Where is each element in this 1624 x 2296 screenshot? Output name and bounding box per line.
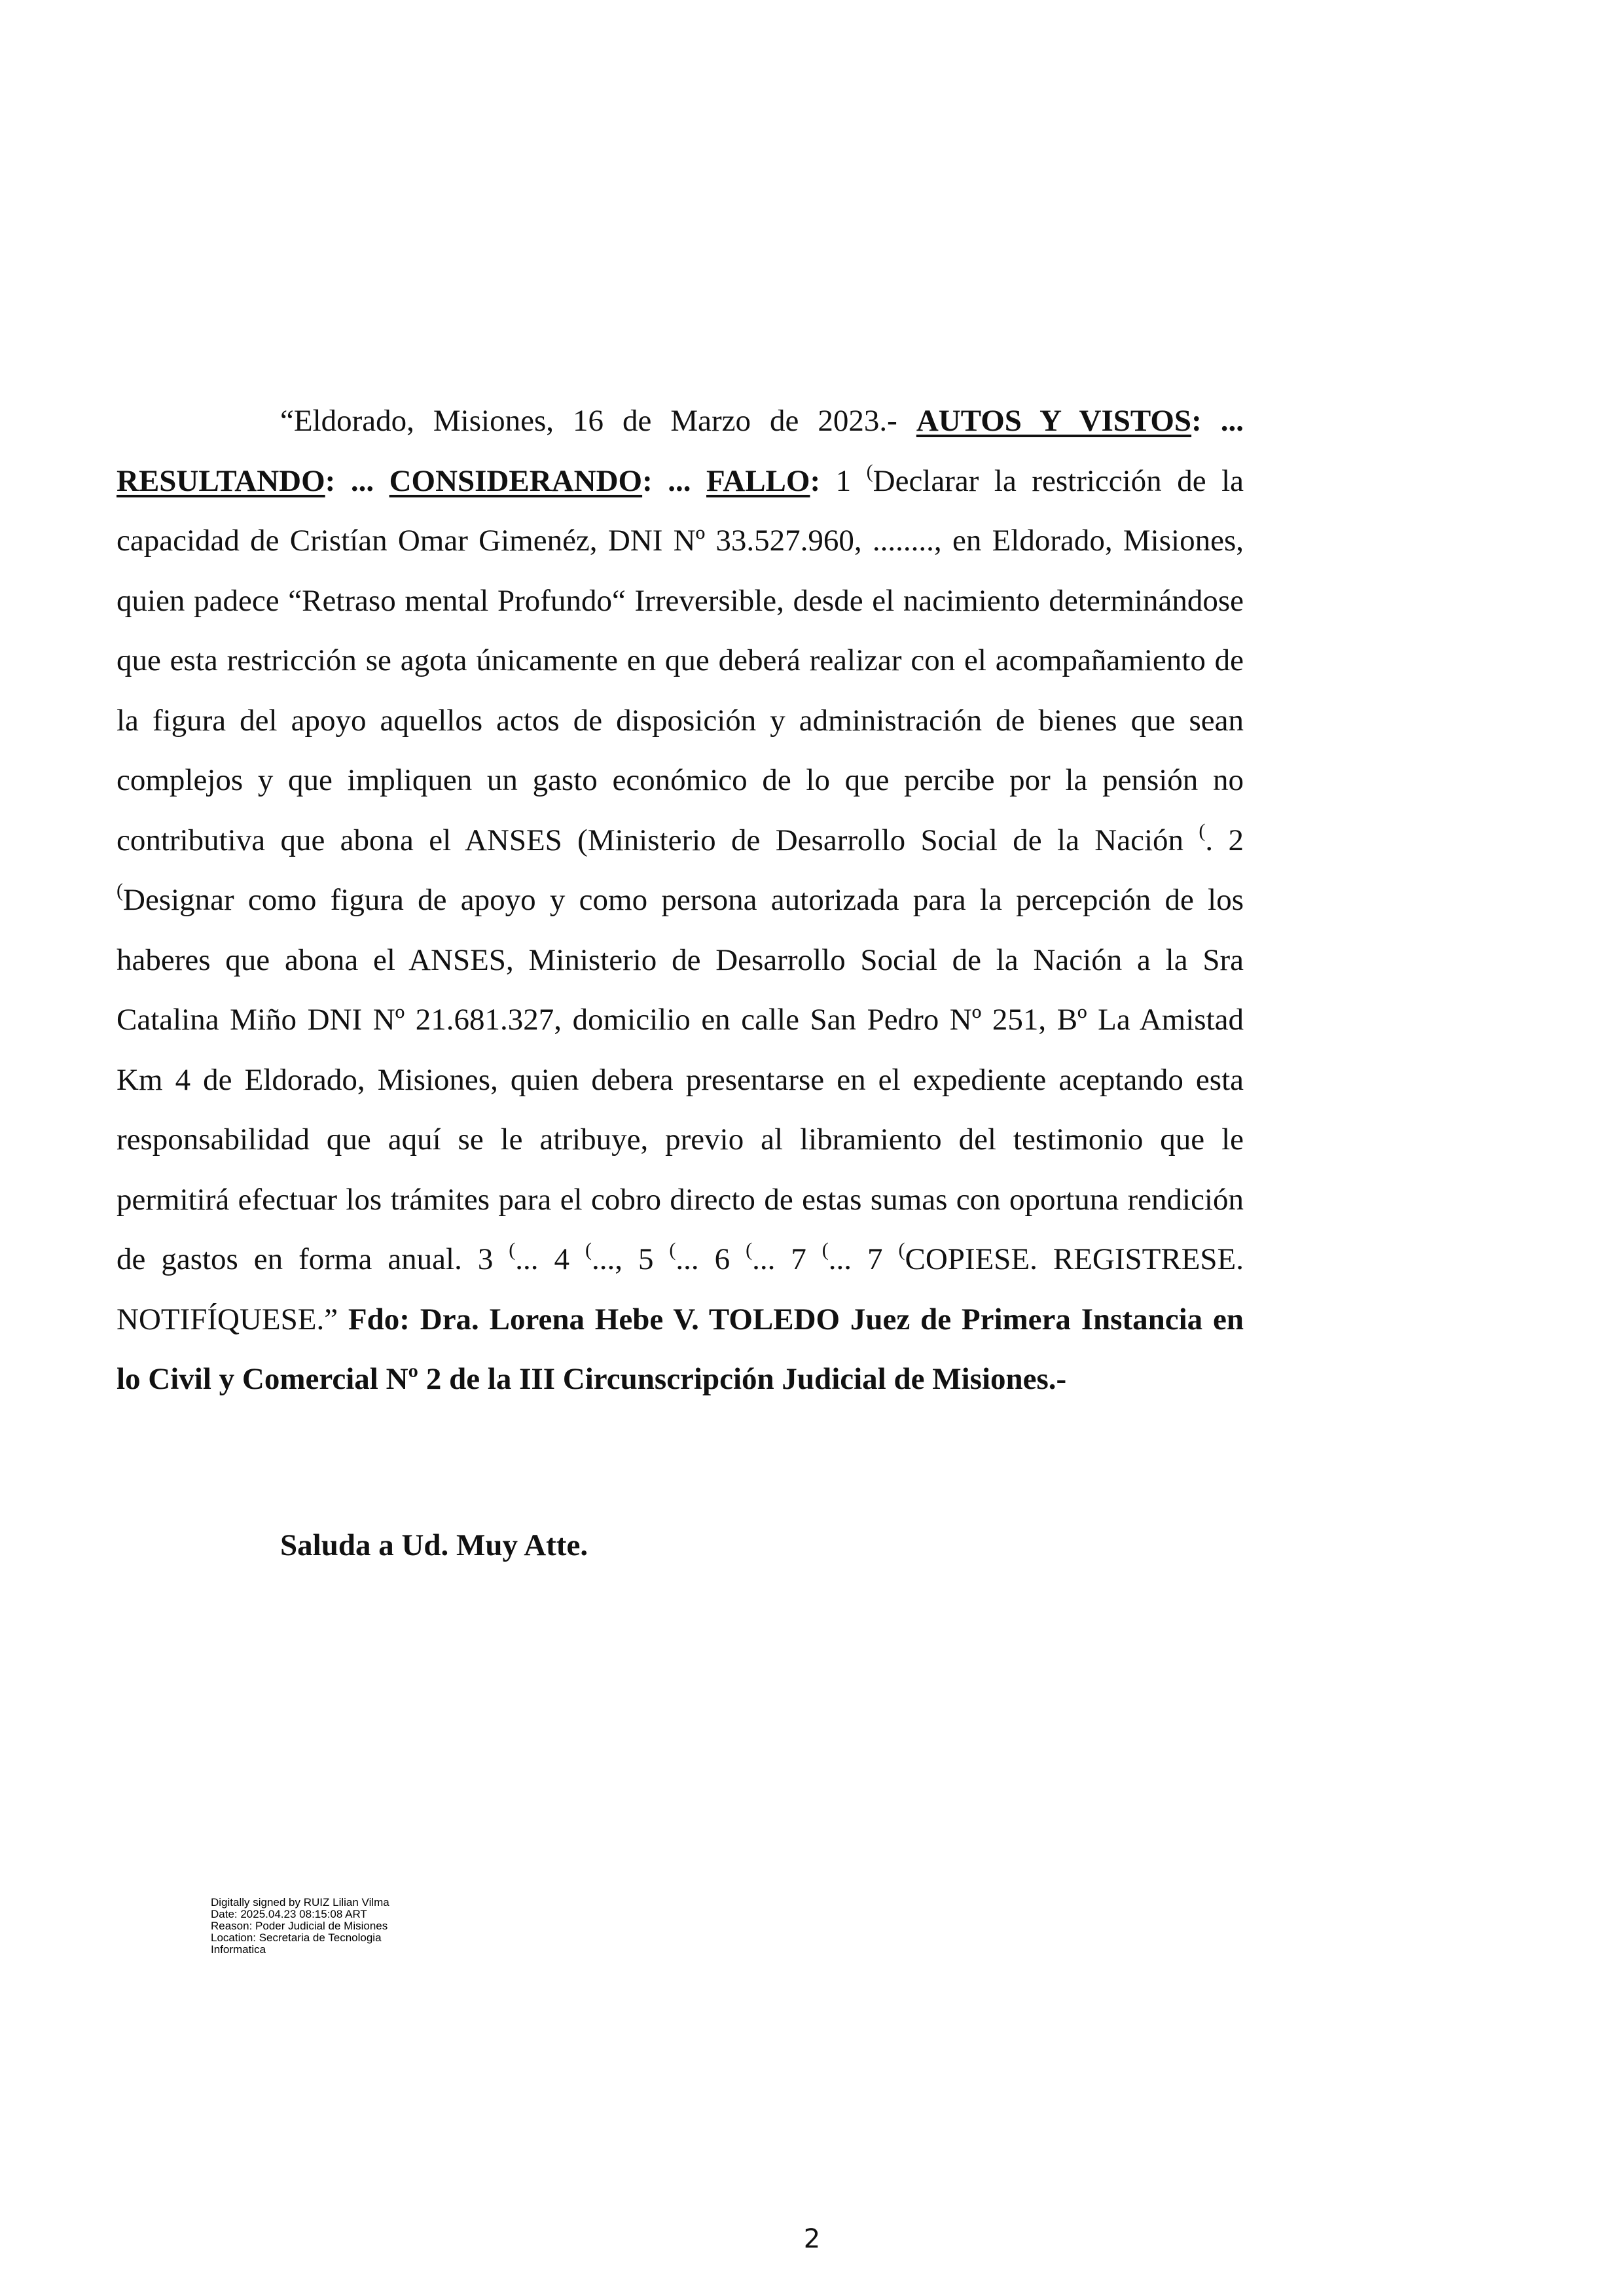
intro-text: “Eldorado, Misiones, 16 de Marzo de 2023.-: [280, 404, 916, 438]
paren-mark: (: [509, 1239, 516, 1261]
item-6-text: ...: [752, 1242, 791, 1276]
fallo-label: FALLO: [706, 463, 810, 498]
digital-signature-block: [211, 1897, 433, 1956]
signature-line: Reason: Poder Judicial de Misiones: [211, 1920, 388, 1932]
paren-mark: (: [821, 1239, 829, 1261]
item-1-text: Declarar la restricción de la capacidad de Cristían Omar Gimenéz, DNI Nº 33.527.960, ........, en Eldorado, Misiones, quien padece “Retraso mental Profundo“ Irreversible, desde el nacimiento determinándose que esta restricción se agota únicamente en que deberá realizar con el acompañamiento de la figura del apoyo aquellos actos de disposición y administración de bienes que sean complejos y que impliquen un gasto económico de lo que percibe por la pensión no contributiva que abona el ANSES (Ministerio de Desarrollo Social de la Nación: [117, 463, 1244, 857]
signature-line: Digitally signed by RUIZ Lilian Vilma: [211, 1896, 389, 1909]
resolution-paragraph: [117, 391, 1244, 1410]
signature-line: Date: 2025.04.23 08:15:08 ART: [211, 1908, 367, 1920]
item-3-number: 3: [461, 1242, 509, 1276]
paren-mark: (: [585, 1239, 592, 1261]
item-8-text: COPIESE. REGISTRESE. NOTIFÍQUESE.”: [117, 1242, 1244, 1336]
item-5-text: ...: [676, 1242, 715, 1276]
paren-mark: (: [746, 1239, 753, 1261]
paren-mark: (: [866, 460, 873, 482]
resultando-tail: : ...: [325, 463, 389, 498]
signature-line: Location: Secretaria de Tecnologia: [211, 1931, 382, 1944]
item-5-number: 5: [638, 1242, 670, 1276]
item-1-end: .: [1205, 823, 1214, 857]
item-7-text: ...: [828, 1242, 868, 1276]
item-4-text: ...,: [591, 1242, 638, 1276]
considerando-tail: : ...: [642, 463, 707, 498]
resultando-label: RESULTANDO: [117, 463, 325, 498]
item-3-text: ...: [515, 1242, 554, 1276]
item-7-number: 7: [791, 1242, 822, 1276]
item-1-number: 1: [820, 463, 867, 498]
item-6-number: 6: [714, 1242, 746, 1276]
fallo-tail: :: [810, 463, 821, 498]
considerando-label: CONSIDERANDO: [389, 463, 643, 498]
judge-signature-text: Fdo: Dra. Lorena Hebe V. TOLEDO Juez de Primera Instancia en lo Civil y Comercial Nº 2 de la III Circunscripción Judicial de Misiones.-: [117, 1302, 1244, 1396]
paren-mark: (: [669, 1239, 676, 1261]
item-4-number: 4: [554, 1242, 585, 1276]
item-7b-number: 7: [867, 1242, 899, 1276]
autos-label: AUTOS Y VISTOS: [916, 404, 1192, 438]
paren-mark: (: [898, 1239, 905, 1261]
paren-mark: (: [1199, 819, 1206, 842]
paren-mark: (: [117, 880, 123, 901]
closing-salutation: Saluda a Ud. Muy Atte.: [280, 1528, 588, 1562]
signature-line: Informatica: [211, 1943, 266, 1956]
item-2-text: Designar como figura de apoyo y como persona autorizada para la percepción de los haberes que abona el ANSES, Ministerio de Desarrollo Social de la Nación a la Sra Catalina Miño DNI Nº 21.681.327, domicilio en calle San Pedro Nº 251, Bº La Amistad Km 4 de Eldorado, Misiones, quien debera presentarse en el expediente aceptando esta responsabilidad que aquí se le atribuye, previo al libramiento del testimonio que le permitirá efectuar los trámites para el cobro directo de estas sumas con oportuna rendición de gastos en forma anual.: [117, 883, 1244, 1276]
autos-tail: : ...: [1191, 404, 1244, 438]
page-number: 2: [803, 2224, 821, 2254]
item-2-number: 2: [1213, 823, 1244, 857]
